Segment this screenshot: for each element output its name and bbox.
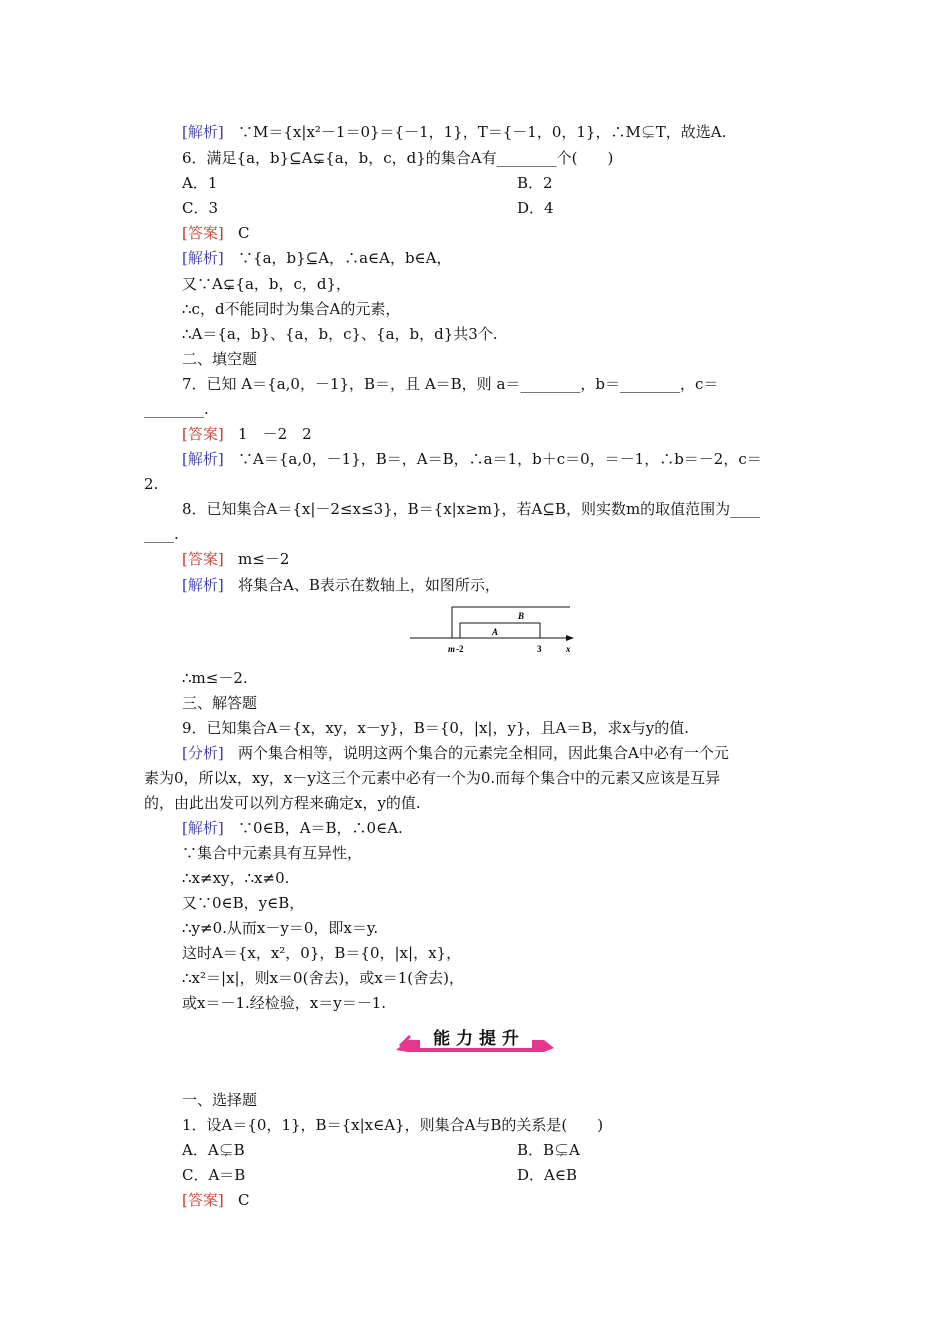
section-answer: 三、解答题 [182, 694, 258, 712]
analysis-tag: [解析] [182, 450, 224, 468]
q9-stem: 9．已知集合A＝{x，xy，x－y}，B＝{0，|x|，y}，且A＝B，求x与y的值. [182, 719, 690, 737]
q9-fenxi [182, 743, 729, 763]
q7-stem-cont: ________. [144, 400, 209, 418]
q6-answer-value: C [238, 224, 250, 242]
q9-fenxi-line1: 两个集合相等，说明这两个集合的元素完全相同，因此集合A中必有一个元 [238, 744, 729, 762]
ability-banner [394, 1024, 556, 1054]
q6-option-a: A．1 [182, 174, 218, 192]
analysis-tag: [解析] [182, 249, 224, 267]
q7-stem: 7．已知 A＝{a,0，－1}，B＝，且 A＝B，则 a＝________，b＝________，c＝ [182, 375, 719, 393]
fenxi-tag: [分析] [182, 744, 224, 762]
q9-analysis-line: 又∵0∈B，y∈B， [182, 894, 305, 912]
answer-tag: [答案] [182, 550, 224, 568]
part2-q1-answer-value: C [238, 1191, 250, 1209]
q8-analysis [182, 575, 500, 595]
q9-analysis-line: ∴x≠xy，∴x≠0. [182, 869, 290, 887]
q7-analysis [182, 449, 762, 469]
q9-fenxi-line3: 的，由此出发可以列方程来确定x，y的值. [144, 794, 421, 812]
label-a: A [492, 627, 499, 637]
q6-analysis-1 [182, 248, 451, 268]
axis-label-x: x [566, 644, 571, 654]
q6-option-b: B．2 [517, 174, 553, 192]
q9-analysis-line: ∴y≠0.从而x－y＝0，即x＝y. [182, 919, 379, 937]
q8-conclusion: ∴m≤－2. [182, 669, 248, 687]
answer-tag: [答案] [182, 1191, 224, 1209]
q6-option-c: C．3 [182, 199, 219, 217]
q7-analysis-cont: 2. [144, 475, 159, 493]
q6-answer [182, 223, 250, 243]
q6-analysis-line1: ∵{a，b}⊆A，∴a∈A，b∈A， [238, 249, 452, 267]
part2-q1-answer [182, 1190, 250, 1210]
q6-stem: 6．满足{a，b}⊆A⊊{a，b，c，d}的集合A有________个( ) [182, 149, 614, 167]
q6-analysis-line3: ∴c，d不能同时为集合A的元素， [182, 300, 401, 318]
q9-analysis-line: ∴x²＝|x|，则x＝0(舍去)，或x＝1(舍去)， [182, 969, 464, 987]
q8-stem: 8．已知集合A＝{x|－2≤x≤3}，B＝{x|x≥m}，若A⊆B，则实数m的取值范围为____ [182, 500, 761, 518]
axis-arrow-icon [566, 635, 574, 641]
q9-fenxi-line2: 素为0，所以x，xy，x－y这三个元素中必有一个为0.而每个集合中的元素又应该是互异 [144, 769, 721, 787]
q7-answer [182, 424, 312, 444]
part2-q1-stem: 1．设A＝{0，1}，B＝{x|x∈A}，则集合A与B的关系是( ) [182, 1116, 604, 1134]
q6-option-d: D．4 [517, 199, 554, 217]
label-b: B [518, 611, 525, 621]
part2-q1-option-d: D．A∈B [517, 1166, 577, 1184]
q9-analysis-line: ∵集合中元素具有互异性， [182, 844, 363, 862]
q8-analysis-text: 将集合A、B表示在数轴上，如图所示， [238, 576, 500, 594]
q9-analysis-line: 这时A＝{x，x²，0}，B＝{0，|x|，x}， [182, 944, 462, 962]
q9-analysis-1 [182, 818, 403, 838]
part2-q1-option-a: A．A⊊B [182, 1141, 245, 1159]
q5-analysis-text: ∵M＝{x|x²－1＝0}＝{－1，1}，T＝{－1，0，1}，∴M⊊T，故选A. [238, 123, 727, 141]
q6-analysis-line2: 又∵A⊊{a，b，c，d}， [182, 275, 352, 293]
analysis-tag: [解析] [182, 123, 224, 141]
part2-q1-option-c: C．A＝B [182, 1166, 246, 1184]
answer-tag: [答案] [182, 425, 224, 443]
section-fill-in: 二、填空题 [182, 350, 258, 368]
q8-answer-value: m≤－2 [238, 550, 290, 568]
banner-text: 能 力 提 升 [433, 1029, 519, 1049]
q8-stem-cont: ____. [144, 525, 179, 543]
part2-section: 一、选择题 [182, 1091, 258, 1109]
q6-analysis-line4: ∴A＝{a，b}、{a，b，c}、{a，b，d}共3个. [182, 325, 498, 343]
tick-m: m [448, 644, 456, 654]
q9-analysis-line: 或x＝－1.经检验，x＝y＝－1. [182, 994, 387, 1012]
number-line-figure [408, 604, 580, 658]
part2-q1-option-b: B．B⊊A [517, 1141, 580, 1159]
tick-neg2: -2 [456, 644, 464, 654]
set-a-bracket [460, 623, 540, 638]
answer-tag: [答案] [182, 224, 224, 242]
q5-analysis [182, 122, 726, 142]
tick-3: 3 [537, 644, 542, 654]
analysis-tag: [解析] [182, 576, 224, 594]
q8-answer [182, 549, 289, 569]
analysis-tag: [解析] [182, 819, 224, 837]
q7-analysis-text: ∵A＝{a,0，－1}，B＝，A＝B，∴a＝1，b＋c＝0，＝－1，∴b＝－2，c＝ [238, 450, 762, 468]
q9-analysis-line: ∵0∈B，A＝B，∴0∈A. [238, 819, 403, 837]
q7-answer-value: 1 －2 2 [238, 425, 312, 443]
